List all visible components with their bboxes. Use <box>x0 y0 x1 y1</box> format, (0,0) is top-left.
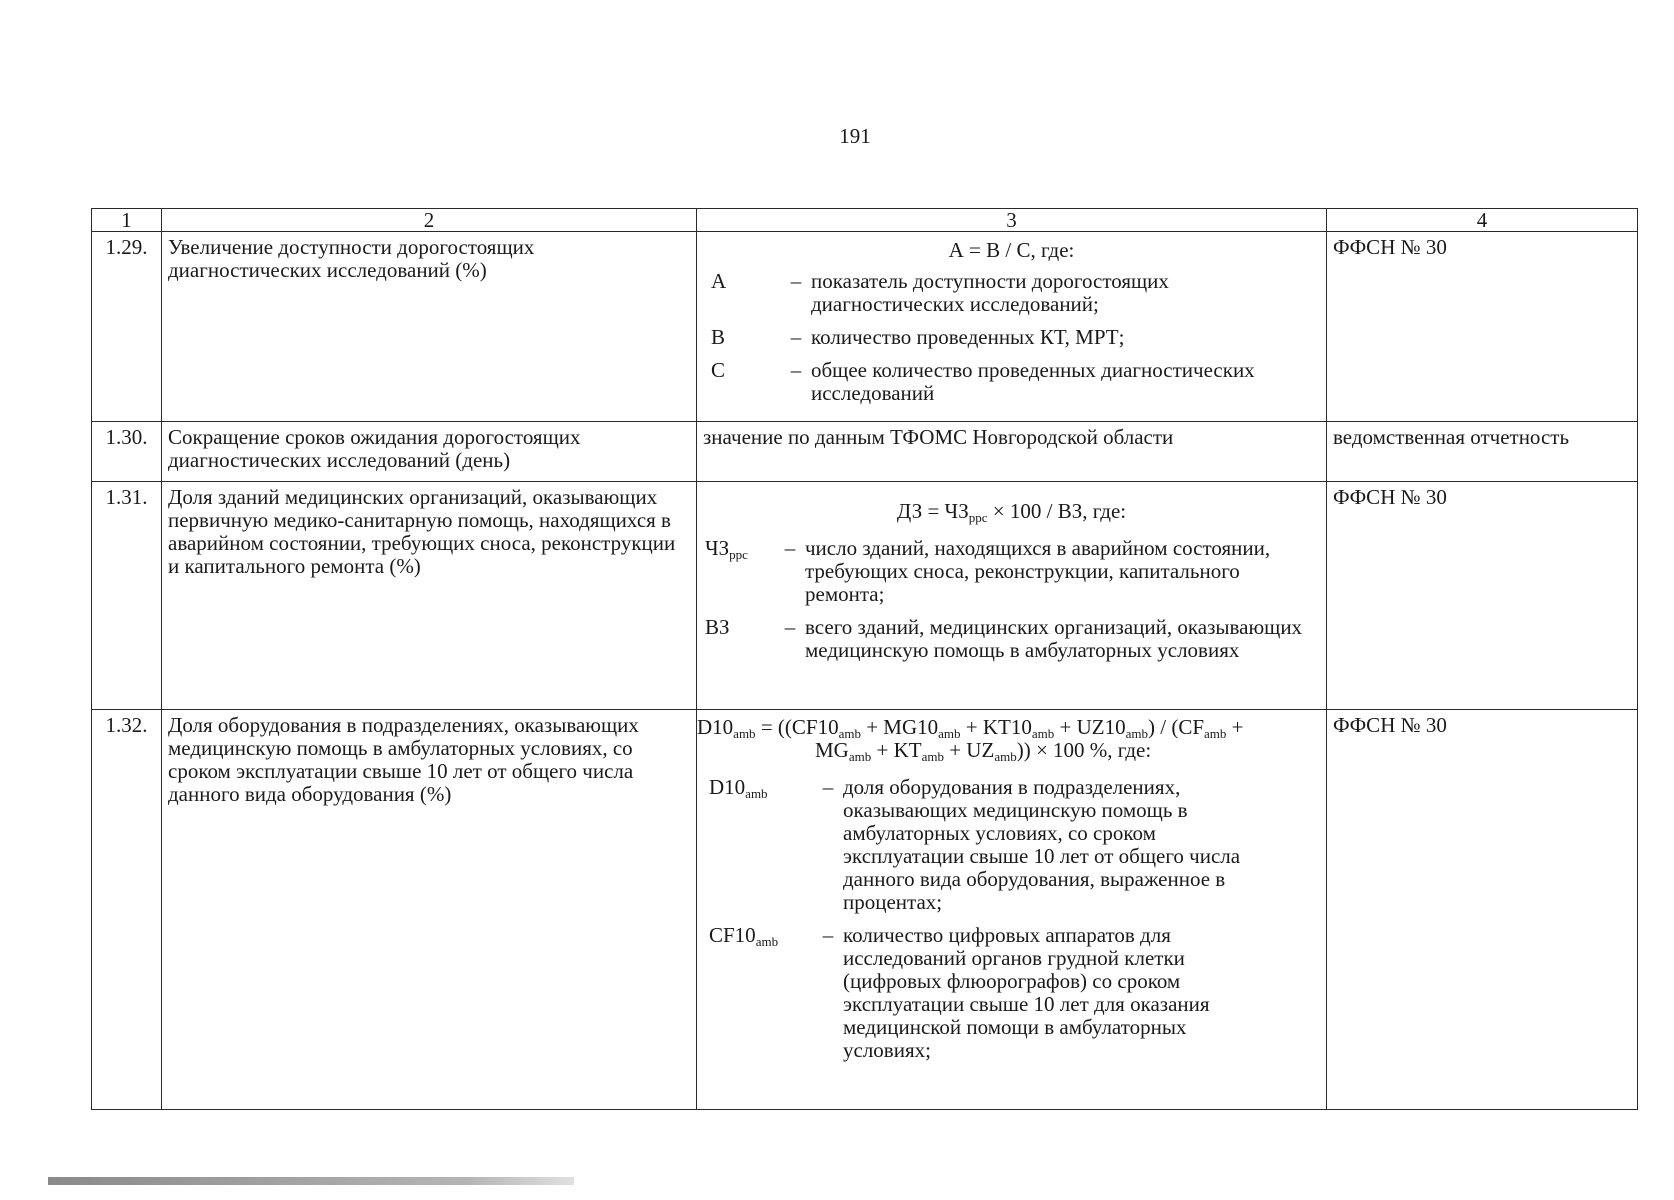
symbol-text: CF10 <box>709 923 756 947</box>
calculation-method <box>697 482 1327 710</box>
row-number: 1.31. <box>92 482 162 710</box>
definition-text: количество цифровых аппаратов для исследований органов грудной клетки (цифровых флюорографов) со сроком эксплуатации свыше 10 лет для оказания медицинской помощи в амбулаторных условиях; <box>843 923 1210 1062</box>
formula-part: + UZ <box>943 738 995 762</box>
formula-part: + KT10 <box>960 715 1032 739</box>
formula <box>703 500 1320 523</box>
table-row <box>92 232 1638 422</box>
formula-subscript: amb <box>1125 726 1149 741</box>
formula-subscript: ррс <box>968 510 988 525</box>
definition-symbol <box>697 924 813 1072</box>
symbol-subscript: ррс <box>729 547 748 562</box>
definition-dash: – <box>790 358 802 382</box>
page-number: 191 <box>839 124 871 148</box>
formula <box>697 716 1320 762</box>
indicator-name: Доля зданий медицинских организаций, оказывающих первичную медико-санитарную помощь, находящихся в аварийном состоянии, требующих сноса, реконструкции и капитального ремонта (%) <box>162 482 697 710</box>
calculation-method: значение по данным ТФОМС Новгородской области <box>697 422 1327 482</box>
definitions <box>697 776 1320 1072</box>
indicators-table <box>91 208 1638 1110</box>
definition-dash: – <box>822 923 834 947</box>
definition-dash: – <box>790 325 802 349</box>
table-row <box>92 422 1638 482</box>
header-cell: 2 <box>162 209 697 232</box>
row-number: 1.29. <box>92 232 162 422</box>
definition-symbol <box>697 776 813 924</box>
indicator-name: Увеличение доступности дорогостоящих диагностических исследований (%) <box>162 232 697 422</box>
definition-item <box>703 537 1320 616</box>
header-cell: 4 <box>1327 209 1638 232</box>
formula-subscript: amb <box>733 726 756 741</box>
data-source: ФФСН № 30 <box>1327 232 1638 422</box>
definition-item <box>703 359 1320 415</box>
data-source: ФФСН № 30 <box>1327 710 1638 1110</box>
definition-text: число зданий, находящихся в аварийном состоянии, требующих сноса, реконструкции, капитального ремонта; <box>805 536 1271 606</box>
symbol-text: D10 <box>709 775 746 799</box>
formula-part: + <box>1226 715 1244 739</box>
formula-part: + MG10 <box>860 715 939 739</box>
indicator-name: Доля оборудования в подразделениях, оказывающих медицинскую помощь в амбулаторных условиях, со сроком эксплуатации свыше 10 лет от общего числа данного вида оборудования (%) <box>162 710 697 1110</box>
row-number: 1.30. <box>92 422 162 482</box>
definition-item <box>703 326 1320 359</box>
definitions <box>703 537 1320 672</box>
definition-symbol: ВЗ <box>705 615 730 639</box>
definition-item <box>703 616 1320 672</box>
data-source: ФФСН № 30 <box>1327 482 1638 710</box>
formula-part: MG <box>815 738 849 762</box>
definition-symbol: А <box>711 269 727 293</box>
definition-dash: – <box>784 536 796 560</box>
definitions <box>703 270 1320 415</box>
table-row <box>92 482 1638 710</box>
formula: А = В / С, где: <box>948 238 1075 262</box>
indicator-name: Сокращение сроков ожидания дорогостоящих диагностических исследований (день) <box>162 422 697 482</box>
formula-part: ) / (CF <box>1148 715 1205 739</box>
formula-line-1 <box>697 716 1320 739</box>
formula-part: + UZ10 <box>1054 715 1126 739</box>
definition-text: доля оборудования в подразделениях, оказывающих медицинскую помощь в амбулаторных условиях, со сроком эксплуатации свыше 10 лет от общего числа данного вида оборудования, выраженное в процентах; <box>843 775 1241 914</box>
definition-text: количество проведенных КТ, МРТ; <box>811 325 1125 349</box>
definition-text: всего зданий, медицинских организаций, оказывающих медицинскую помощь в амбулаторных условиях <box>805 615 1303 662</box>
formula-part: + KT <box>871 738 922 762</box>
symbol-subscript: amb <box>755 934 779 949</box>
definition-symbol <box>703 537 775 616</box>
calculation-method <box>697 232 1327 422</box>
formula-subscript: amb <box>1204 726 1227 741</box>
table-header-row <box>92 209 1638 232</box>
formula-part: ДЗ = ЧЗ <box>896 499 969 523</box>
formula-subscript: amb <box>994 749 1017 764</box>
symbol-text: ЧЗ <box>705 536 730 560</box>
definition-text: показатель доступности дорогостоящих диагностических исследований; <box>811 269 1169 316</box>
formula-part: × 100 / ВЗ, где: <box>987 499 1127 523</box>
definition-dash: – <box>784 615 796 639</box>
definition-item <box>697 924 1320 1072</box>
formula-subscript: amb <box>838 726 861 741</box>
formula-part: = ((CF10 <box>755 715 839 739</box>
scan-edge-bar <box>48 1177 574 1185</box>
data-source: ведомственная отчетность <box>1327 422 1638 482</box>
formula-subscript: amb <box>938 726 961 741</box>
formula-part: D10 <box>697 715 734 739</box>
formula-subscript: amb <box>921 749 944 764</box>
symbol-subscript: amb <box>745 786 768 801</box>
header-cell: 1 <box>92 209 162 232</box>
formula-part: )) × 100 %, где: <box>1016 738 1152 762</box>
formula-line-2 <box>697 739 1320 762</box>
definition-text: общее количество проведенных диагностических исследований <box>811 358 1255 405</box>
definition-dash: – <box>822 775 834 799</box>
definition-item <box>697 776 1320 924</box>
formula-subscript: amb <box>1031 726 1055 741</box>
calculation-method <box>697 710 1327 1110</box>
definition-dash: – <box>790 269 802 293</box>
header-cell: 3 <box>697 209 1327 232</box>
table-row <box>92 710 1638 1110</box>
definition-item <box>703 270 1320 326</box>
definition-symbol: В <box>711 325 726 349</box>
row-number: 1.32. <box>92 710 162 1110</box>
definition-symbol: С <box>711 358 726 382</box>
formula-subscript: amb <box>848 749 872 764</box>
